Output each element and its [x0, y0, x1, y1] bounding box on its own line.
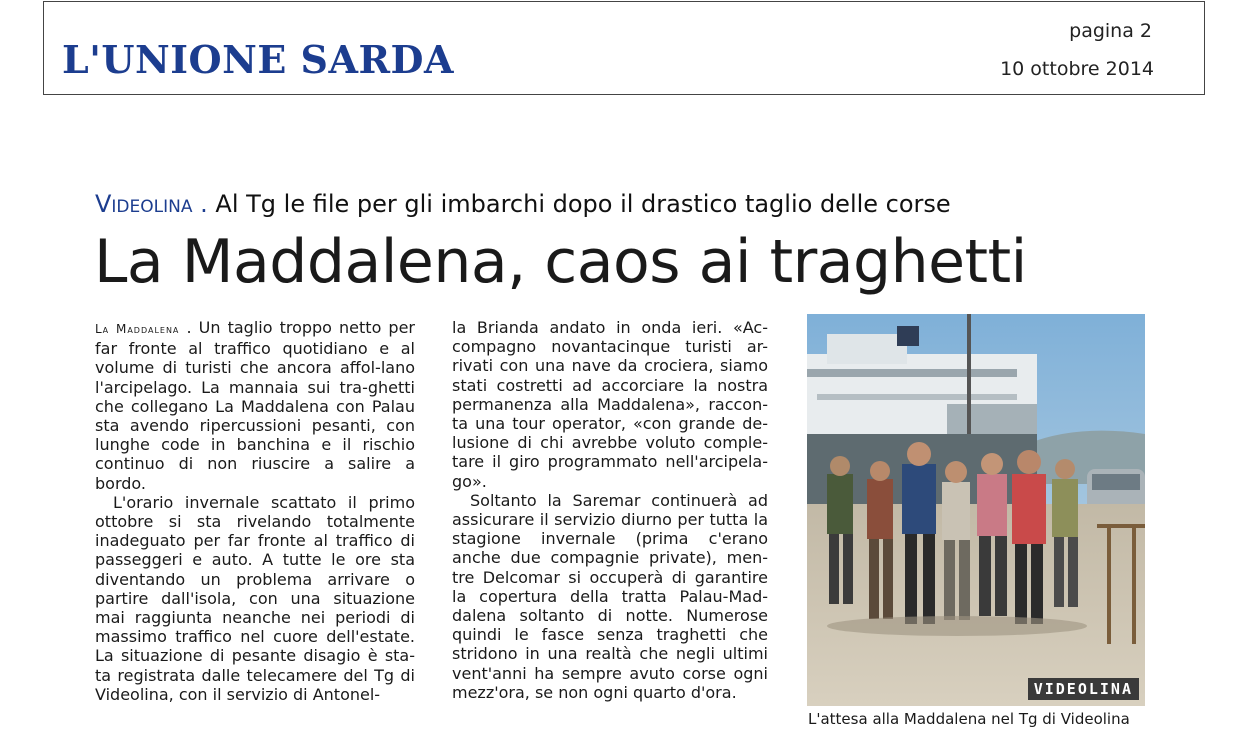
kicker-separator: . — [200, 190, 208, 218]
article-column-2 — [452, 318, 768, 702]
paragraph: L'orario invernale scattato il primo ottobre si sta rivelando totalmente inadeguato per far fronte al traffico di passeggeri e auto. A tutte le ore sta diventando un problema arrivare o partire dall'isola, con una situazione mai raggiunta neanche nei periodi di massimo traffico nel cuore dell'estate. La situazione di pesante disagio è sta-ta registrata dalle telecamere del Tg di Videolina, con il servizio di Antonel- — [95, 492, 415, 704]
article-headline: La Maddalena, caos ai traghetti — [94, 227, 1027, 297]
dateline: La Maddalena — [95, 322, 180, 336]
article-kicker — [95, 190, 951, 218]
article-column-1 — [95, 318, 415, 704]
newspaper-logo: L'UNIONE SARDA — [62, 37, 454, 82]
paragraph: Soltanto la Saremar continuerà ad assicurare il servizio diurno per tutta la stagione invernale (prima c'erano anche due compagnie private), men-tre Delcomar si occuperà di garantire la copertura della tratta Palau-Mad-dalena soltanto di notte. Numerose quindi le fasce senza traghetti che stridono in una realtà che negli ultimi vent'anni ha sempre avuto corse ogni mezz'ora, se non ogni quarto d'ora. — [452, 490, 768, 702]
paragraph — [95, 318, 415, 493]
photo-watermark: VIDEOLINA — [1028, 678, 1139, 700]
article-photo — [807, 314, 1145, 706]
photo-illustration — [807, 314, 1145, 706]
photo-caption: L'attesa alla Maddalena nel Tg di Videolina — [808, 710, 1130, 728]
masthead — [43, 1, 1205, 95]
issue-date: 10 ottobre 2014 — [1000, 58, 1154, 80]
paragraph: la Brianda andato in onda ieri. «Ac-compagno novantacinque turisti ar-rivati con una nave da crociera, siamo stati costretti ad accorciare la nostra permanenza alla Maddalena», raccon-ta una tour operator, «con grande de-lusione di chi avrebbe voluto comple-tare il giro programmato nell'arcipela-go». — [452, 318, 768, 491]
page-number: pagina 2 — [1069, 20, 1152, 42]
kicker-source: Videolina — [95, 190, 193, 218]
kicker-text: Al Tg le file per gli imbarchi dopo il drastico taglio delle corse — [215, 190, 951, 218]
paragraph-text: . Un taglio troppo netto per far fronte al traffico quotidiano e al volume di turisti che ancora affol-lano l'arcipelago. La mannaia sui tra-ghetti che collegano La Maddalena con Palau sta avendo ripercussioni pesanti, con lunghe code in banchina e il rischio continuo di non riuscire a salire a bordo. — [95, 318, 416, 493]
